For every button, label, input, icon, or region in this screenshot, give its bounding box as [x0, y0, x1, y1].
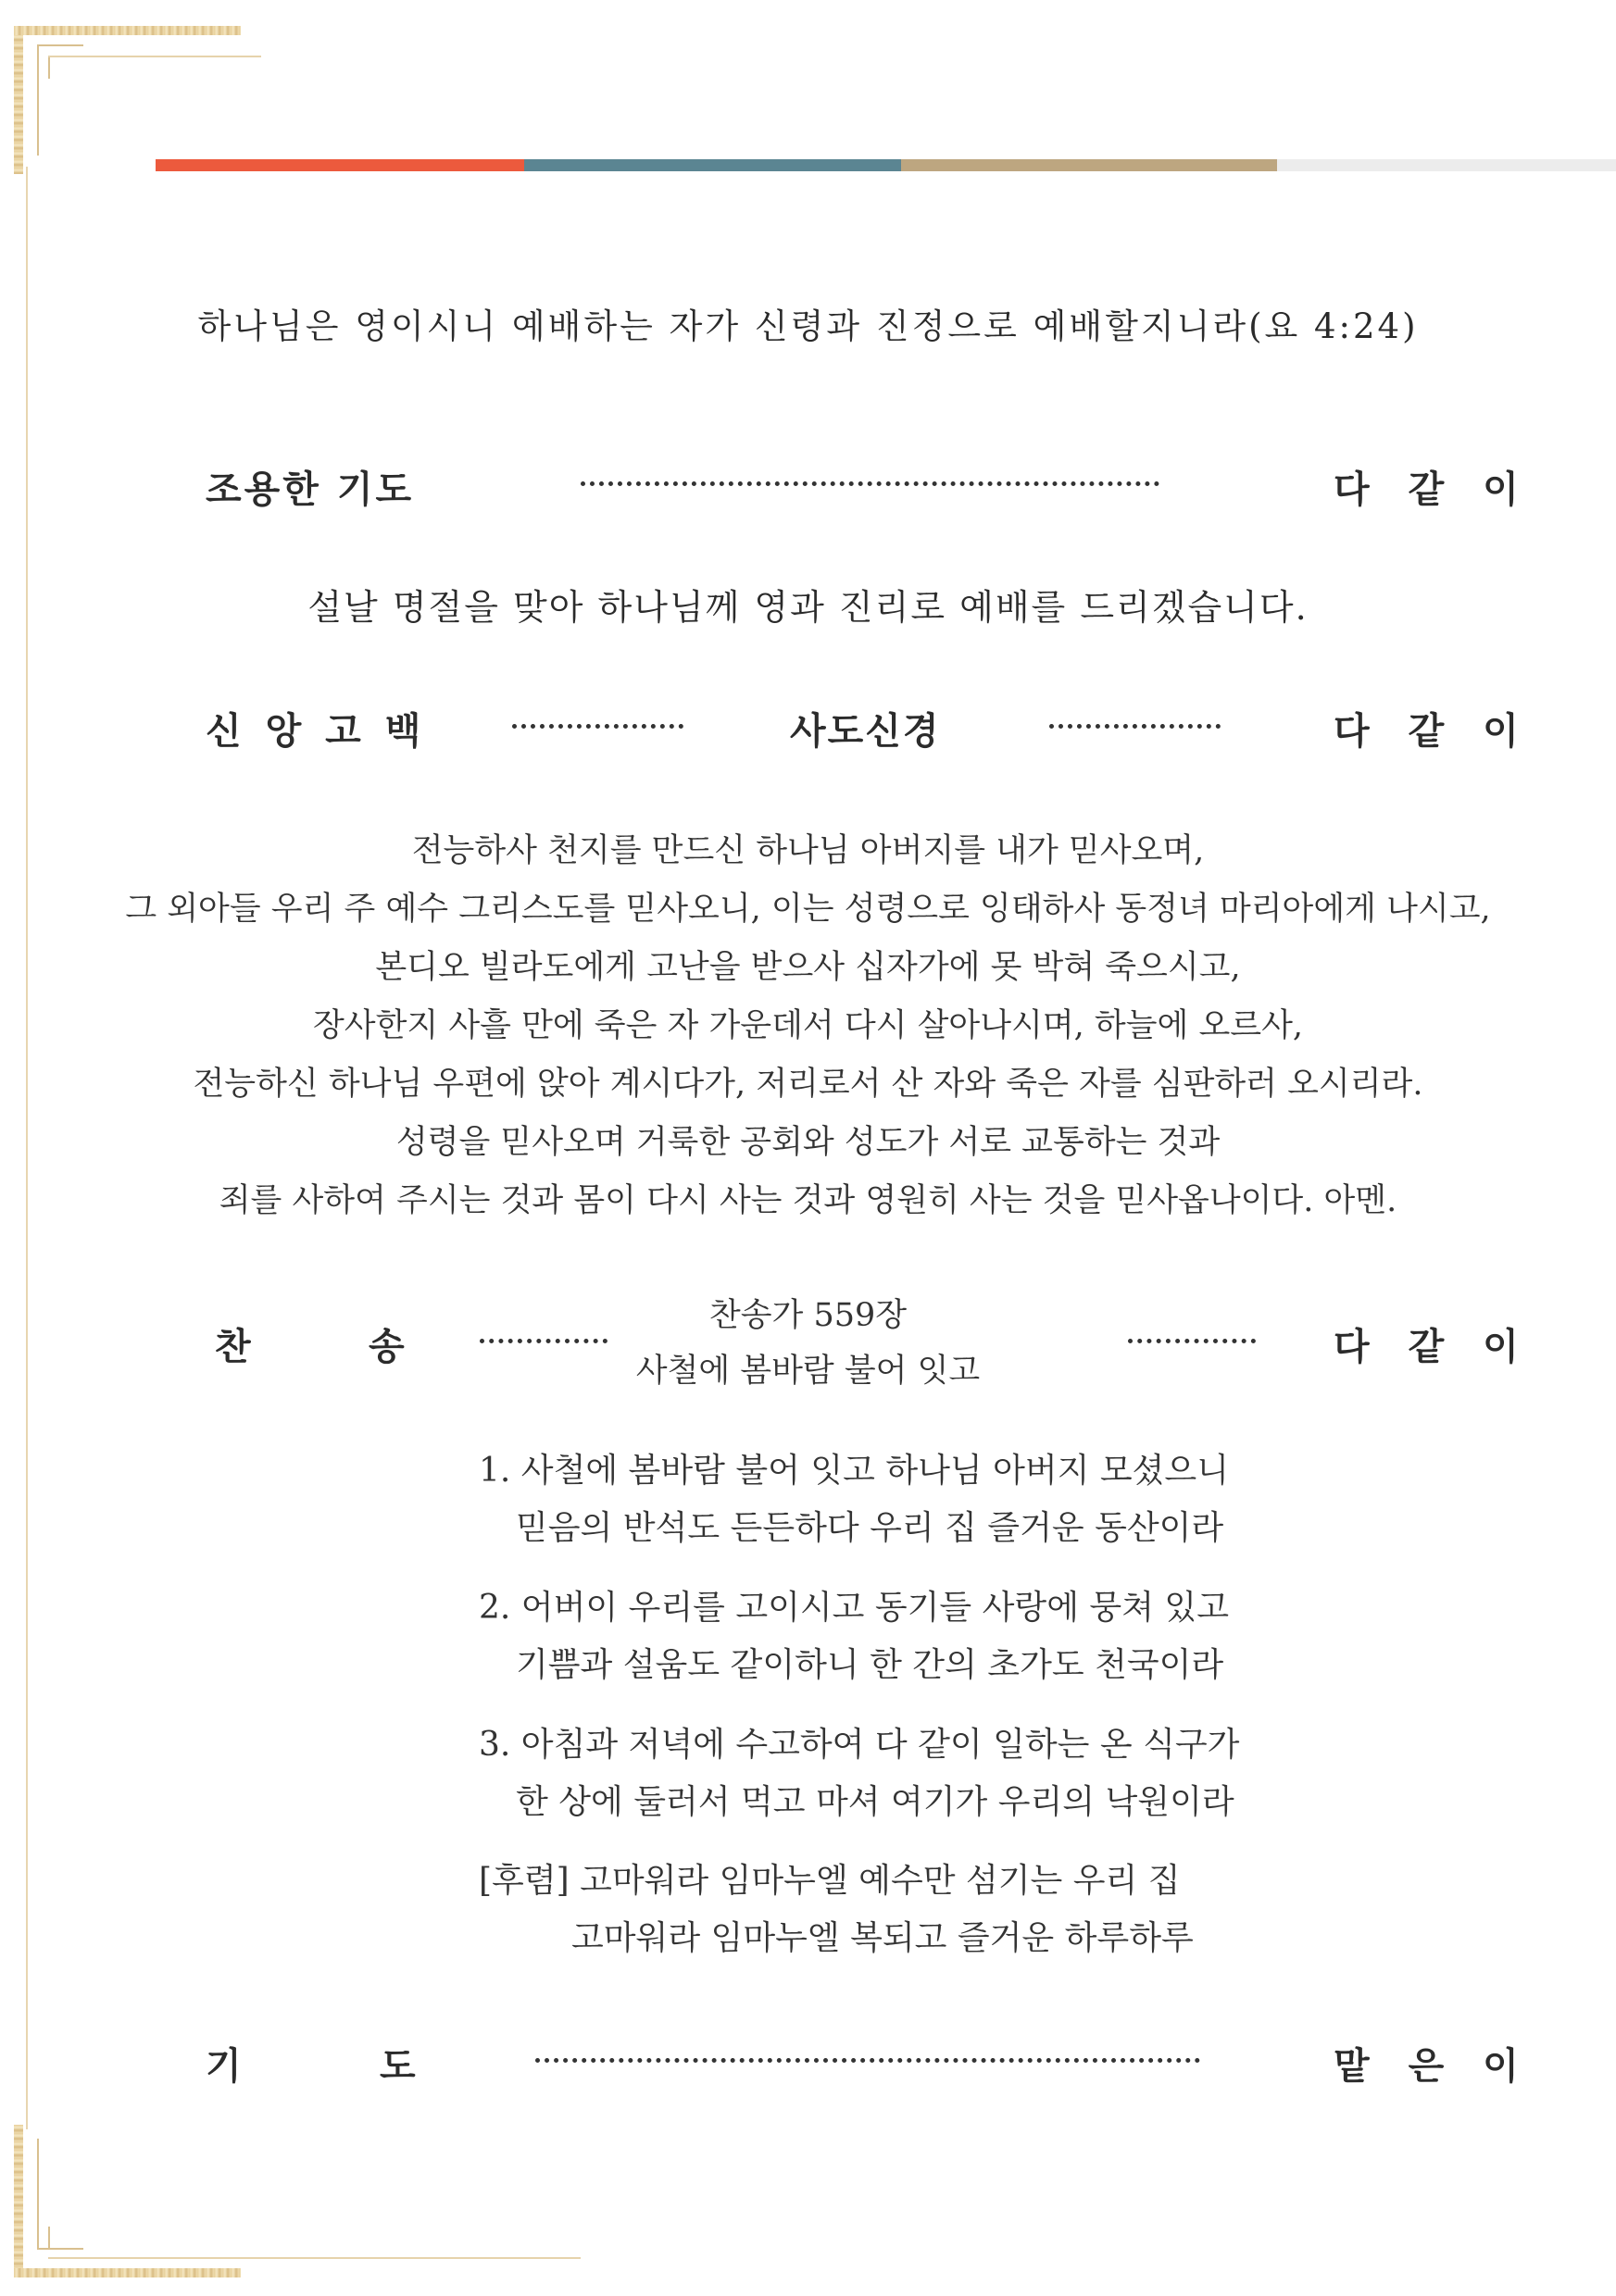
creed-line: 장사한지 사흘 만에 죽은 자 가운데서 다시 살아나시며, 하늘에 오르사,	[312, 1007, 1304, 1044]
prayer-leader-dots	[535, 2058, 1200, 2063]
header-bar-orange	[156, 159, 524, 171]
prayer-label-1: 기	[206, 2045, 242, 2088]
hymn-label-2: 송	[369, 1326, 405, 1368]
hymn-refrain-line-2: 고마워라 임마누엘 복되고 즐거운 하루하루	[571, 1919, 1194, 1957]
hymn-leader-dots-right	[1128, 1339, 1256, 1343]
hymn-refrain-line-1: [후렴] 고마워라 임마누엘 예수만 섬기는 우리 집	[479, 1862, 1181, 1900]
creed-who: 다 같 이	[1334, 710, 1532, 753]
creed-label: 신 앙 고 백	[206, 710, 427, 753]
silent-prayer-leader-dots	[581, 481, 1159, 486]
creed-line: 그 외아들 우리 주 예수 그리스도를 믿사오니, 이는 성령으로 잉태하사 동정녀 마리아에게 나시고,	[125, 891, 1491, 928]
silent-prayer-who: 다 같 이	[1334, 468, 1532, 511]
creed-text	[0, 822, 1616, 1230]
creed-leader-dots-left	[512, 724, 683, 729]
silent-prayer-label: 조용한 기도	[206, 468, 415, 511]
creed-line: 전능하사 천지를 만드신 하나님 아버지를 내가 믿사오며,	[411, 832, 1205, 869]
hymn-who: 다 같 이	[1334, 1326, 1532, 1368]
hymn-leader-dots-left	[480, 1339, 608, 1343]
creed-line: 성령을 믿사오며 거룩한 공회와 성도가 서로 교통하는 것과	[395, 1124, 1221, 1161]
hymn-verse-3-line-2: 한 상에 둘러서 먹고 마셔 여기가 우리의 낙원이라	[516, 1783, 1234, 1821]
prayer-who: 맡 은 이	[1334, 2045, 1532, 2088]
hymn-label-1: 찬	[215, 1326, 251, 1368]
hymn-verse-3-line-1: 3. 아침과 저녁에 수고하여 다 같이 일하는 온 식구가	[479, 1726, 1240, 1764]
creed-line: 본디오 빌라도에게 고난을 받으사 십자가에 못 박혀 죽으시고,	[375, 949, 1241, 986]
prayer-label-2: 도	[380, 2045, 416, 2088]
creed-line: 죄를 사하여 주시는 것과 몸이 다시 사는 것과 영원히 사는 것을 믿사옵나이다. 아멘.	[219, 1182, 1397, 1219]
creed-title: 사도신경	[790, 710, 941, 753]
hymn-verse-2-line-2: 기쁨과 설움도 같이하니 한 간의 초가도 천국이라	[516, 1646, 1224, 1684]
hymn-verse-1-line-2: 믿음의 반석도 든든하다 우리 집 즐거운 동산이라	[516, 1509, 1224, 1547]
invocation-text: 설날 명절을 맞아 하나님께 영과 진리로 예배를 드리겠습니다.	[307, 587, 1309, 628]
header-bar-teal	[524, 159, 901, 171]
hymn-verse-1-line-1: 1. 사철에 봄바람 불어 잇고 하나님 아버지 모셨으니	[479, 1452, 1229, 1490]
header-bar-gray	[1277, 159, 1616, 171]
creed-line: 전능하신 하나님 우편에 앉아 계시다가, 저리로서 산 자와 죽은 자를 심판하러 오시리라.	[193, 1066, 1423, 1103]
hymn-title: 사철에 봄바람 불어 잇고	[635, 1353, 981, 1390]
creed-leader-dots-right	[1049, 724, 1221, 729]
hymn-verse-2-line-1: 2. 어버이 우리를 고이시고 동기들 사랑에 뭉쳐 있고	[479, 1589, 1229, 1627]
hymn-number: 찬송가 559장	[708, 1297, 908, 1334]
scripture-verse: 하나님은 영이시니 예배하는 자가 신령과 진정으로 예배할지니라(요 4:24)	[197, 306, 1419, 346]
header-bar-tan	[901, 159, 1277, 171]
